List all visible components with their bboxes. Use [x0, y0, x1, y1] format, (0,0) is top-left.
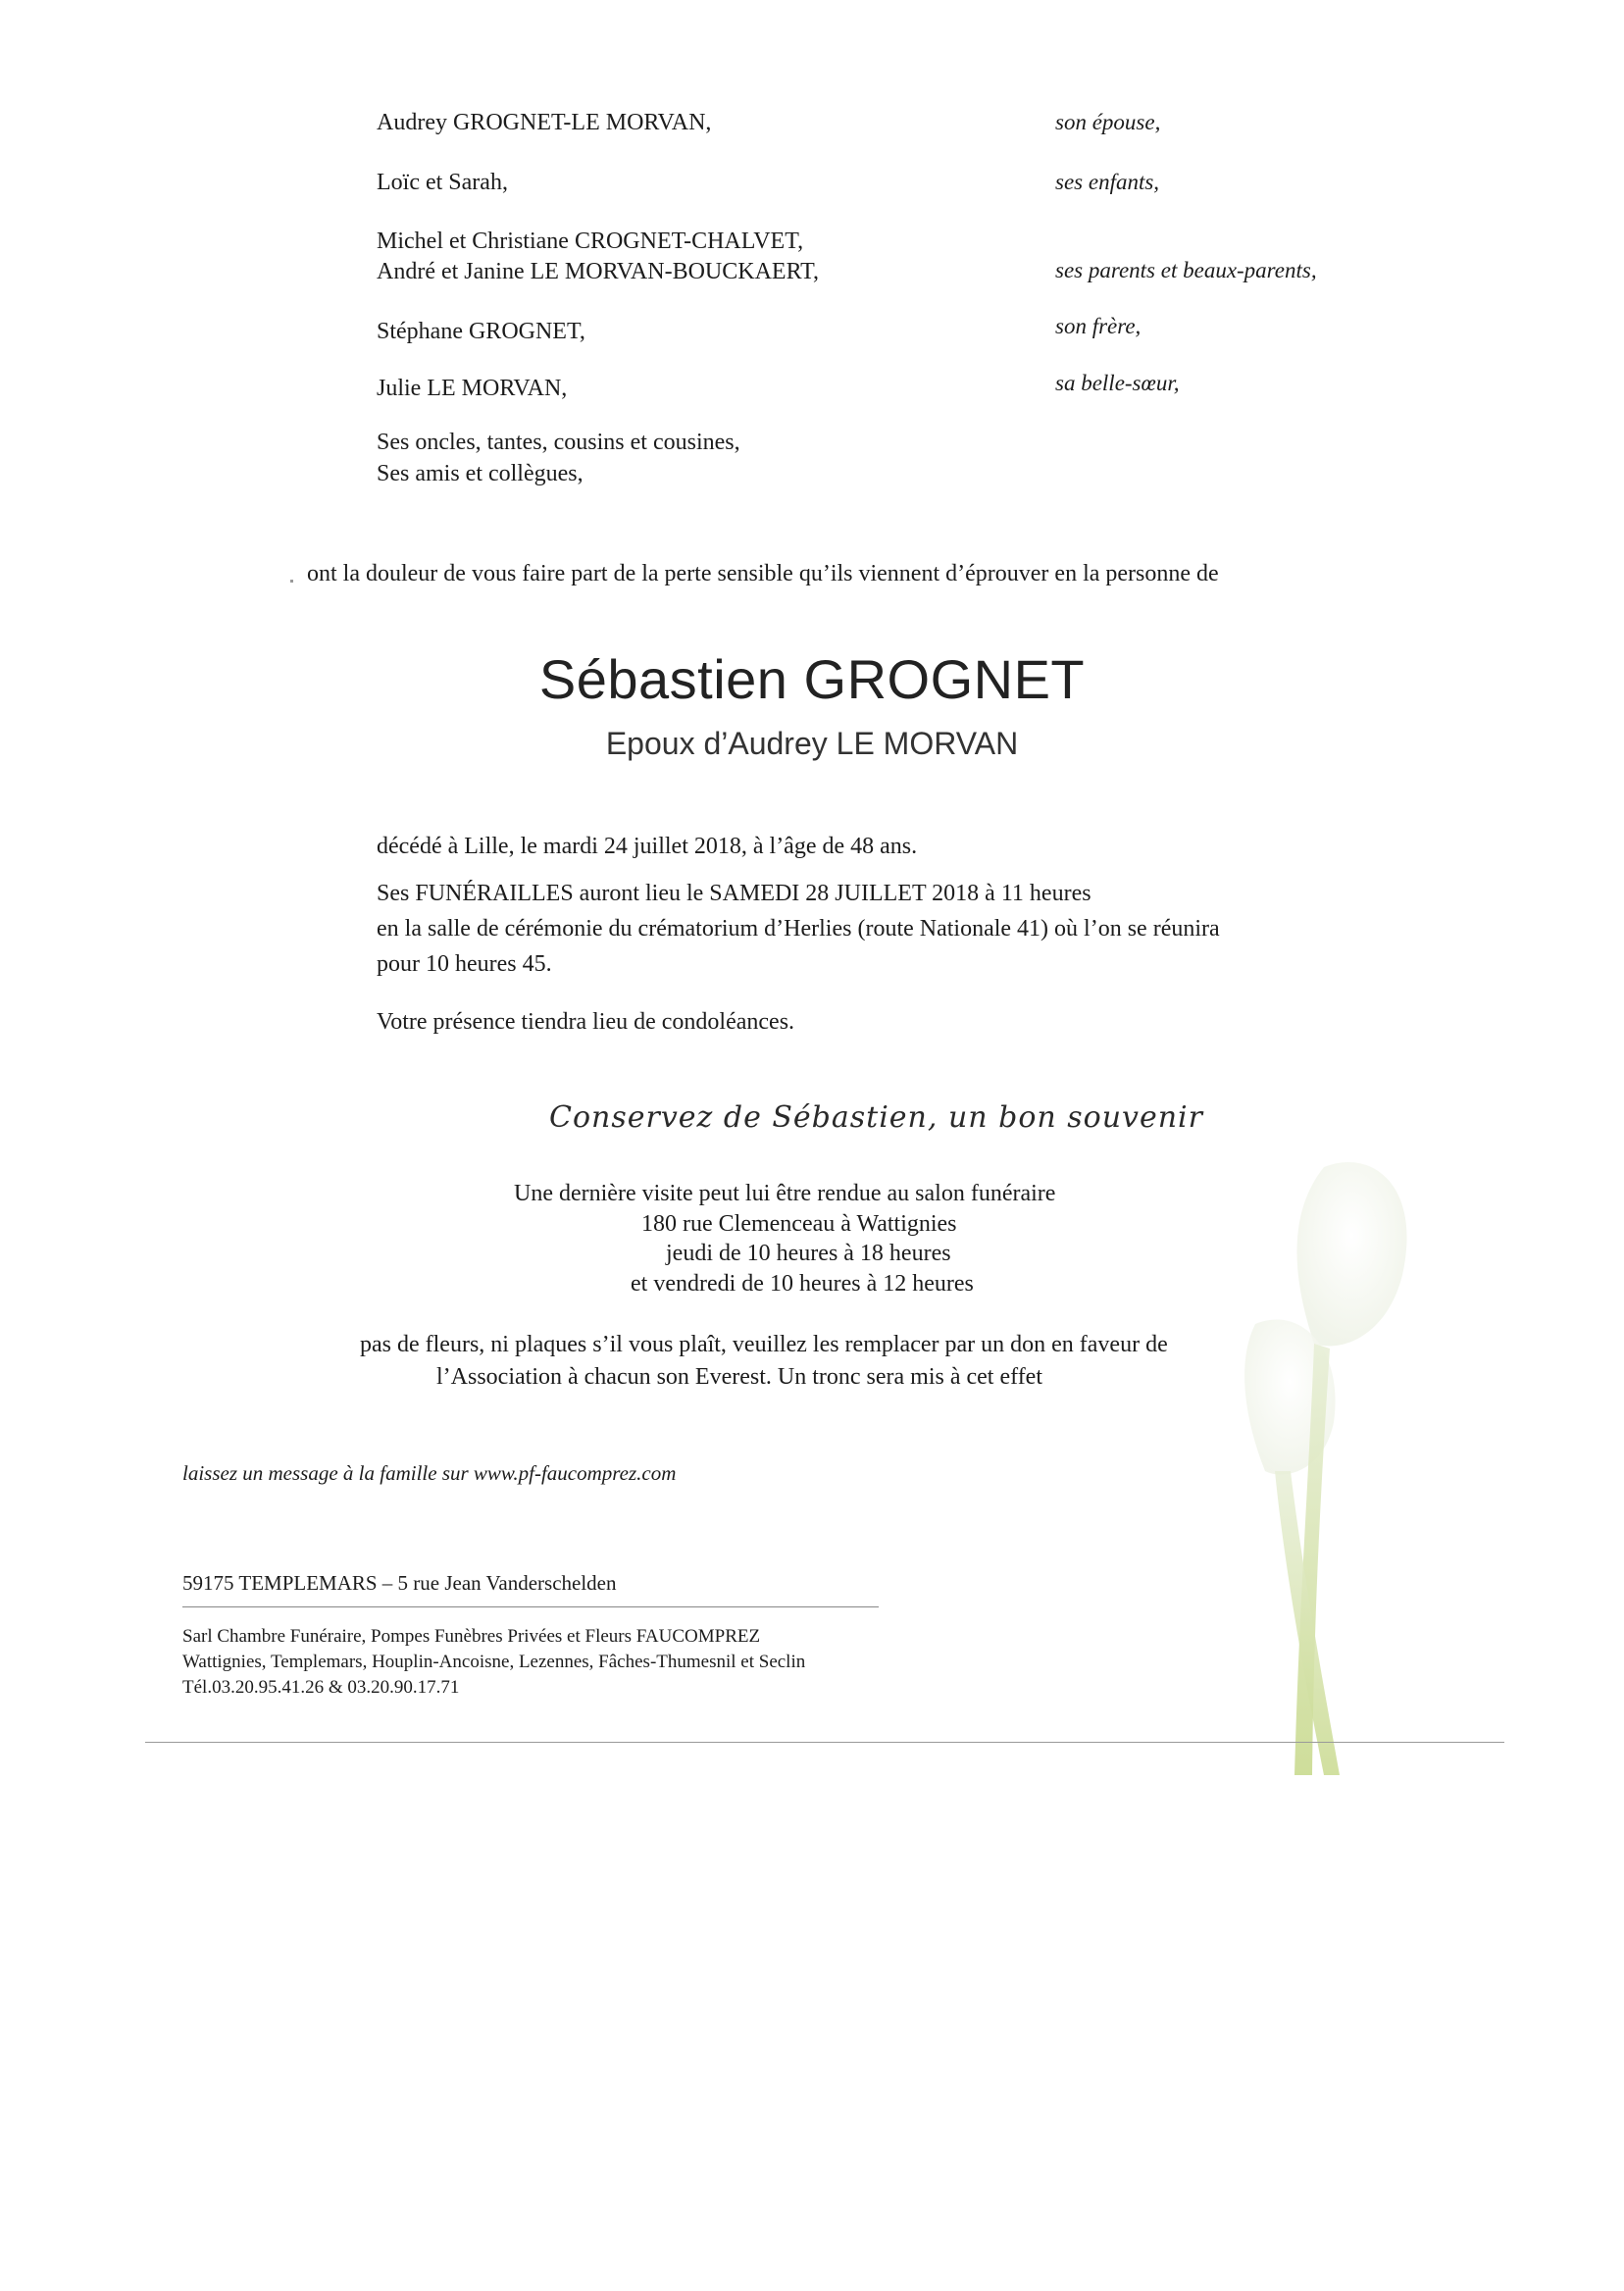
family-member-relatives: Ses oncles, tantes, cousins et cousines,: [377, 430, 740, 455]
announcement-text: ont la douleur de vous faire part de la perte sensible qu’ils viennent d’éprouver en la personne de: [307, 561, 1219, 586]
visit-line-1: Une dernière visite peut lui être rendue au salon funéraire: [514, 1181, 1056, 1206]
company-line-1: Sarl Chambre Funéraire, Pompes Funèbres Privées et Fleurs FAUCOMPREZ: [182, 1626, 761, 1647]
relation-sister-in-law: sa belle-sœur,: [1055, 371, 1180, 395]
deceased-subtitle: Epoux d’Audrey LE MORVAN: [605, 726, 1019, 761]
company-line-2: Wattignies, Templemars, Houplin-Ancoisne, Lezennes, Fâches-Thumesnil et Seclin: [182, 1652, 806, 1672]
relation-children: ses enfants,: [1055, 170, 1160, 194]
family-member-spouse: Audrey GROGNET-LE MORVAN,: [377, 110, 712, 135]
family-member-parents-in-law: André et Janine LE MORVAN-BOUCKAERT,: [377, 259, 820, 284]
family-member-parents: Michel et Christiane CROGNET-CHALVET,: [377, 229, 804, 254]
funeral-line-3: pour 10 heures 45.: [377, 951, 552, 977]
family-member-sister-in-law: Julie LE MORVAN,: [377, 376, 568, 401]
family-member-friends: Ses amis et collègues,: [377, 461, 584, 486]
visit-line-2: 180 rue Clemenceau à Wattignies: [641, 1211, 957, 1237]
family-member-brother: Stéphane GROGNET,: [377, 319, 585, 344]
footer-rule: [145, 1742, 1504, 1743]
address-rule: [182, 1606, 879, 1607]
margin-mark: [290, 580, 293, 583]
relation-parents: ses parents et beaux-parents,: [1055, 258, 1317, 282]
company-line-3: Tél.03.20.95.41.26 & 03.20.90.17.71: [182, 1677, 460, 1698]
remembrance-script: Conservez de Sébastien, un bon souvenir: [549, 1100, 1203, 1135]
visit-line-4: et vendredi de 10 heures à 12 heures: [631, 1271, 974, 1297]
relation-brother: son frère,: [1055, 314, 1142, 338]
funeral-line-2: en la salle de cérémonie du crématorium d’Herlies (route Nationale 41) où l’on se réunira: [377, 916, 1220, 942]
website-message: laissez un message à la famille sur www.pf-faucomprez.com: [182, 1461, 677, 1485]
calla-lily-decoration: [1177, 1128, 1500, 1795]
relation-spouse: son épouse,: [1055, 110, 1161, 134]
deceased-name: Sébastien GROGNET: [538, 648, 1086, 710]
address-line: 59175 TEMPLEMARS – 5 rue Jean Vanderschelden: [182, 1571, 617, 1595]
funeral-line-1: Ses FUNÉRAILLES auront lieu le SAMEDI 28 JUILLET 2018 à 11 heures: [377, 881, 1091, 906]
condolences-line: Votre présence tiendra lieu de condoléances.: [377, 1009, 795, 1035]
family-member-children: Loïc et Sarah,: [377, 170, 508, 195]
flowers-line-1: pas de fleurs, ni plaques s’il vous plaît, veuillez les remplacer par un don en faveur de: [360, 1332, 1168, 1357]
flowers-line-2: l’Association à chacun son Everest. Un tronc sera mis à cet effet: [436, 1364, 1042, 1390]
death-line: décédé à Lille, le mardi 24 juillet 2018, à l’âge de 48 ans.: [377, 834, 918, 859]
visit-line-3: jeudi de 10 heures à 18 heures: [666, 1241, 951, 1266]
